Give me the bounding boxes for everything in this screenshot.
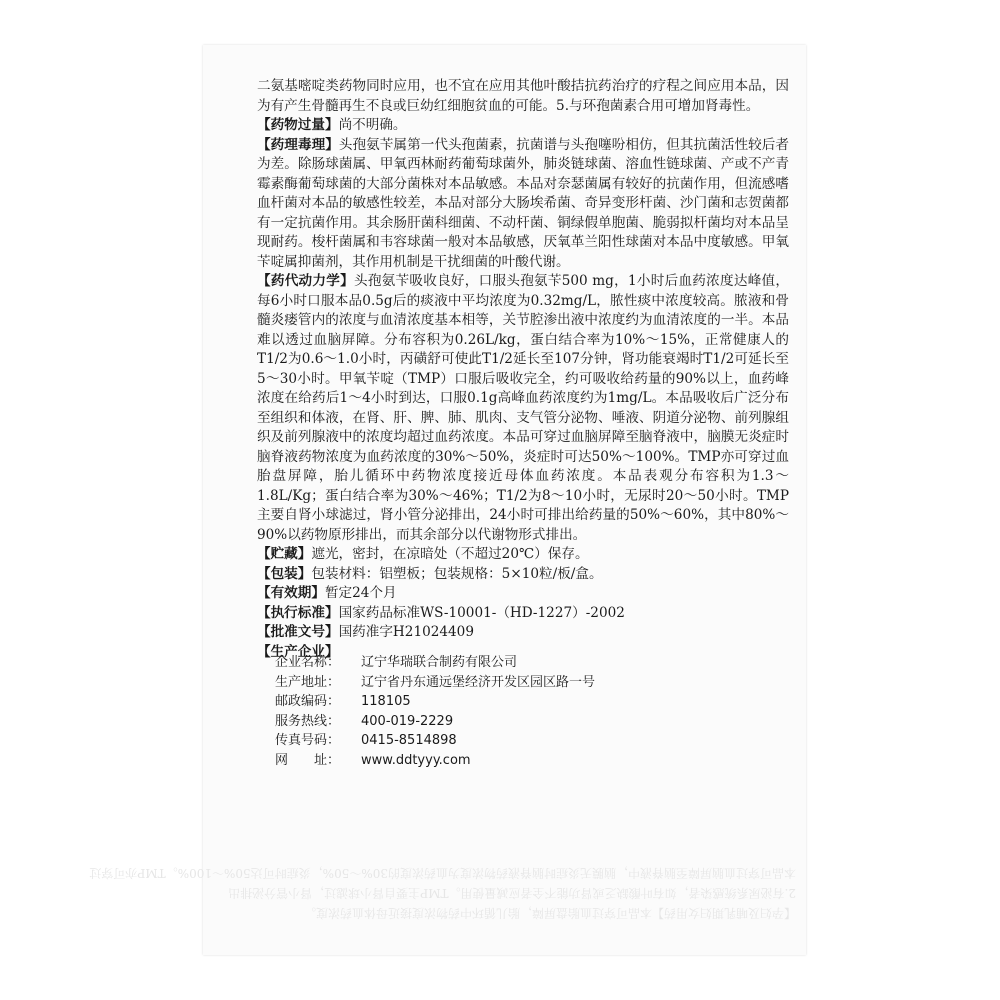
section-pharmacokinetics: 【药代动力学】头孢氨苄吸收良好，口服头孢氨苄500 mg，1小时后血药浓度达峰值，每6小时口服本品0.5g后的痰液中平均浓度为0.32mg/L，脓性痰中浓度较高。脓液和骨髓炎瘘管内的浓度与血清浓度基本相等，关节腔渗出液中浓度约为血清浓度的一半。本品难以透过血脑屏障。分布容积为0.26L/kg，蛋白结合率为10%～15%，正常健康人的T1/2为0.6～1.0小时，丙磺舒可使此T1/2延长至107分钟，肾功能衰竭时T1/2可延长至5～30小时。甲氧苄啶（TMP）口服后吸收完全，约可吸收给药量的90%以上，血药峰浓度在给药后1～4小时到达，口服0.1g高峰血药浓度约为1mg/L。本品吸收后广泛分布至组织和体液，在肾、肝、脾、肺、肌肉、支气管分泌物、唾液、阴道分泌物、前列腺组织及前列腺液中的浓度均超过血药浓度。本品可穿过血脑屏障至脑脊液中，脑膜无炎症时脑脊液药物浓度为血药浓度的30%～50%，炎症时可达50%～100%。TMP亦可穿过血胎盘屏障，胎儿循环中药物浓度接近母体血药浓度。本品表观分布容积为1.3～1.8L/Kg；蛋白结合率为30%～46%；T1/2为8～10小时，无尿时20～50小时。TMP主要自肾小球滤过，肾小管分泌排出，24小时可排出给药量的50%～60%，其中80%～90%以药物原形排出，而其余部分以代谢物形式排出。	[257, 273, 789, 543]
section-standard: 【执行标准】国家药品标准WS-10001-（HD-1227）-2002	[257, 604, 625, 621]
section-continuation: 二氨基嘧啶类药物同时应用，也不宜在应用其他叶酸拮抗药治疗的疗程之间应用本品，因为有产生骨髓再生不良或巨幼红细胞贫血的可能。5.与环孢菌素合用可增加肾毒性。	[257, 78, 789, 114]
company-website-row: 网 址： www.ddtyyy.com	[275, 752, 471, 768]
company-postcode-row: 邮政编码： 118105	[275, 694, 411, 710]
company-fax-row: 传真号码： 0415-8514898	[275, 733, 457, 749]
section-storage: 【贮藏】遮光，密封，在凉暗处（不超过20℃）保存。	[257, 546, 589, 562]
section-approval-number: 【批准文号】国药准字H21024409	[257, 624, 474, 640]
section-validity: 【有效期】暂定24个月	[257, 585, 397, 601]
company-name-row: 企业名称： 辽宁华瑞联合制药有限公司	[275, 655, 518, 670]
section-package: 【包装】包装材料：铝塑板；包装规格：5×10粒/板/盒。	[257, 565, 603, 582]
section-manufacturer: 【生产企业】	[257, 643, 339, 660]
show-through-text: 2.有泌尿系统感染者，如有叶酸缺乏或肾功能不全者应减量使用。TMP主要自肾小球滤过，肾小管分泌排出	[228, 886, 796, 900]
company-hotline-row: 服务热线： 400-019-2229	[275, 713, 454, 729]
show-through-text: 【孕妇及哺乳期妇女用药】本品可穿过血胎盘屏障，胎儿循环中药物浓度接近母体血药浓度。	[303, 906, 796, 920]
section-pharmacology: 【药理毒理】头孢氨苄属第一代头孢菌素，抗菌谱与头孢噻吩相仿，但其抗菌活性较后者为差。除肠球菌属、甲氧西林耐药葡萄球菌外，肺炎链球菌、溶血性链球菌、产或不产青霉素酶葡萄球菌的大部分菌株对本品敏感。本品对奈瑟菌属有较好的抗菌作用，但流感嗜血杆菌对本品的敏感性较差，本品对部分大肠埃希菌、奇异变形杆菌、沙门菌和志贺菌都有一定抗菌作用。其余肠肝菌科细菌、不动杆菌、铜绿假单胞菌、脆弱拟杆菌均对本品呈现耐药。梭杆菌属和韦容球菌一般对本品敏感，厌氧革兰阳性球菌对本品中度敏感。甲氧苄啶属抑菌剂，其作用机制是干扰细菌的叶酸代谢。	[257, 136, 790, 270]
company-address-row: 生产地址： 辽宁省丹东通远堡经济开发区园区路一号	[275, 674, 596, 690]
show-through-text: 本品可穿过血脑屏障至脑脊液中，脑膜无炎症时脑脊液药物浓度为血药浓度的30%～50%，炎症时可达50%～100%。TMP亦可穿过	[89, 866, 796, 880]
leaflet-sheet	[89, 45, 806, 955]
leaflet-content	[257, 77, 789, 662]
manufacturer-info	[275, 653, 595, 771]
section-overdose: 【药物过量】尚不明确。	[257, 117, 407, 133]
